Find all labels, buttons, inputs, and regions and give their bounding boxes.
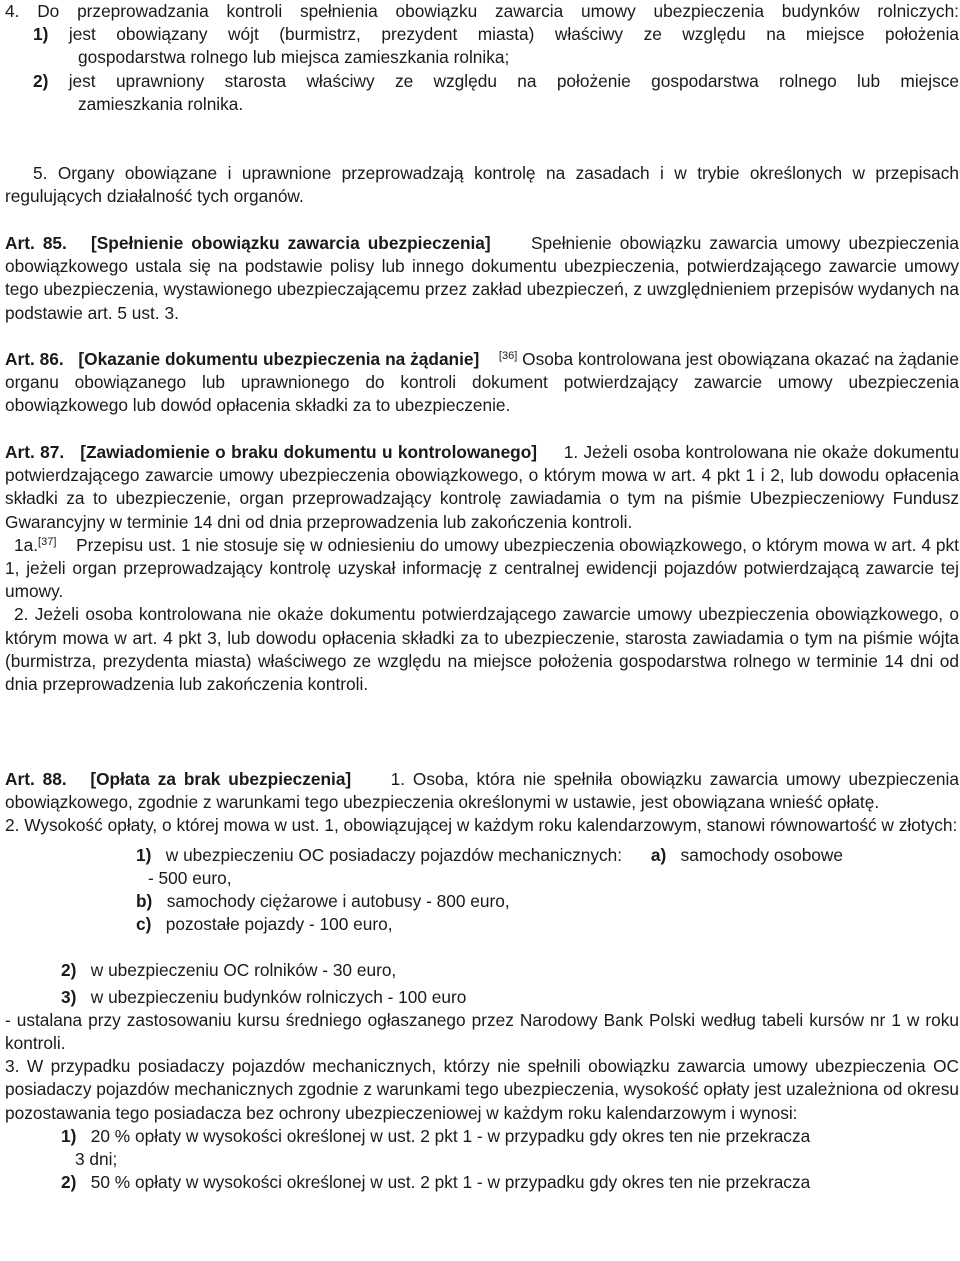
paragraph-4-lead: 4. Do przeprowadzania kontroli spełnienia obowiązku zawarcia umowy ubezpieczenia budynków rolniczych: — [5, 1, 959, 21]
article-87-title: [Zawiadomienie o braku dokumentu u kontrolowanego] — [80, 442, 538, 462]
article-86-footnote-ref[interactable]: [36] — [498, 350, 518, 362]
article-87-footnote-ref[interactable]: [37] — [38, 535, 57, 548]
article-85-title: [Spełnienie obowiązku zawarcia ubezpieczenia] — [91, 233, 491, 253]
article-87-par-2: 2. Jeżeli osoba kontrolowana nie okaże dokumentu potwierdzającego zawarcie umowy ubezpieczenia obowiązkowego, o którym mowa w art. 4 pkt 3, lub dowodu opłacenia składki za to ubezpieczenie, starosta zawiadamia o tym na piśmie wójta (burmistrza, prezydenta miasta) właściwego ze względu na miejsce położenia gospodarstwa rolnego w terminie 14 dni od dnia przeprowadzenia lub zakończenia kontroli. — [5, 604, 959, 695]
article-88-point-1a-value: - 500 euro, — [148, 867, 232, 888]
paragraph-4-item-2: 2) jest uprawniony starosta właściwy ze względu na położenie gospodarstwa rolnego lub miejsce — [33, 70, 959, 91]
article-88-par-3-point-2: 2) 50 % opłaty w wysokości określonej w ust. 2 pkt 1 - w przypadku gdy okres ten nie przekracza — [61, 1172, 811, 1193]
article-88-point-3: 3) w ubezpieczeniu budynków rolniczych - 100 euro — [61, 986, 467, 1007]
article-88-point-1: 1) w ubezpieczeniu OC posiadaczy pojazdów mechanicznych: a) samochody osobowe — [136, 844, 844, 865]
article-88-par-1: 1. Osoba, która nie spełniła obowiązku zawarcia umowy ubezpieczenia obowiązkowego, zgodnie z warunkami tego ubezpieczenia określonymi w ustawie, jest obowiązana wnieść opłatę. — [5, 769, 959, 813]
paragraph-4 — [5, 0, 959, 116]
article-87-number: Art. 87. — [5, 442, 65, 462]
article-85-number: Art. 85. — [5, 233, 67, 253]
article-88-point-2: 2) w ubezpieczeniu OC rolników - 30 euro, — [61, 960, 397, 981]
article-88-par-3: 3. W przypadku posiadaczy pojazdów mechanicznych, którzy nie spełnili obowiązku zawarcia umowy ubezpieczenia OC posiadaczy pojazdów mechanicznych zgodnie z warunkami tego ubezpieczenia, wysokość opłaty jest uzależniona od okresu pozostawania tego posiadacza bez ochrony ubezpieczeniowej w każdym roku kalendarzowym i wynosi: — [5, 1056, 959, 1123]
article-85 — [5, 232, 959, 325]
article-86-number: Art. 86. — [5, 349, 64, 369]
paragraph-4-item-1: 1) jest obowiązany wójt (burmistrz, prezydent miasta) właściwy ze względu na miejsce położenia — [33, 24, 959, 45]
article-87-par-1a: 1a.[37] Przepisu ust. 1 nie stosuje się w odniesieniu do umowy ubezpieczenia obowiązkowego, o którym mowa w art. 4 pkt 1, jeżeli organ przeprowadzający kontrolę uzyskał informację z centralnej ewidencji pojazdów potwierdzającą zawarcie tej umowy. — [5, 534, 959, 602]
article-86-title: [Okazanie dokumentu ubezpieczenia na żądanie] — [78, 349, 480, 369]
paragraph-4-item-1-cont: gospodarstwa rolnego lub miejsca zamieszkania rolnika; — [78, 47, 510, 68]
article-88-point-1c: c) pozostałe pojazdy - 100 euro, — [136, 914, 393, 935]
paragraph-4-item-2-cont: zamieszkania rolnika. — [78, 93, 244, 114]
article-88-number: Art. 88. — [5, 769, 67, 789]
article-88 — [5, 768, 959, 1194]
article-88-par-3-point-1: 1) 20 % opłaty w wysokości określonej w ust. 2 pkt 1 - w przypadku gdy okres ten nie przekracza — [61, 1125, 811, 1146]
article-88-tail: - ustalana przy zastosowaniu kursu średniego ogłaszanego przez Narodowy Bank Polski według tabeli kursów nr 1 w roku kontroli. — [5, 1009, 959, 1054]
article-87-par-1: 1. Jeżeli osoba kontrolowana nie okaże dokumentu potwierdzającego zawarcie umowy ubezpieczenia obowiązkowego, o którym mowa w art. 4 pkt 1 i 2, lub dowodu opłacenia składki za to ubezpieczenie, organ przeprowadzający kontrolę zawiadamia o tym na piśmie Ubezpieczeniowy Fundusz Gwarancyjny w terminie 14 dni od dnia przeprowadzenia lub zakończenia kontroli. — [5, 442, 960, 532]
paragraph-5: 5. Organy obowiązane i uprawnione przeprowadzają kontrolę na zasadach i w trybie określonych w przepisach regulujących działalność tych organów. — [5, 163, 959, 207]
article-87 — [5, 441, 959, 696]
article-85-text: Spełnienie obowiązku zawarcia umowy ubezpieczenia obowiązkowego ustala się na podstawie polisy lub innego dokumentu ubezpieczenia, potwierdzającego zawarcie umowy tego ubezpieczenia, wystawionego ubezpieczającemu przez zakład ubezpieczeń, z uwzględnieniem przepisów wydanych na podstawie art. 5 ust. 3. — [5, 233, 959, 323]
article-88-point-1b: b) samochody ciężarowe i autobusy - 800 euro, — [136, 891, 510, 912]
article-88-par-2: 2. Wysokość opłaty, o której mowa w ust. 1, obowiązującej w każdym roku kalendarzowym, stanowi równowartość w złotych: — [5, 815, 958, 836]
article-86-text: Osoba kontrolowana jest obowiązana okazać na żądanie organu obowiązanego lub uprawnionego do kontroli dokument potwierdzający zawarcie umowy ubezpieczenia obowiązkowego lub dowód opłacenia składki za to ubezpieczenie. — [5, 349, 959, 416]
article-88-title: [Opłata za brak ubezpieczenia] — [90, 769, 352, 789]
article-86 — [5, 348, 959, 418]
article-88-par-3-point-1-cont: 3 dni; — [75, 1149, 118, 1170]
